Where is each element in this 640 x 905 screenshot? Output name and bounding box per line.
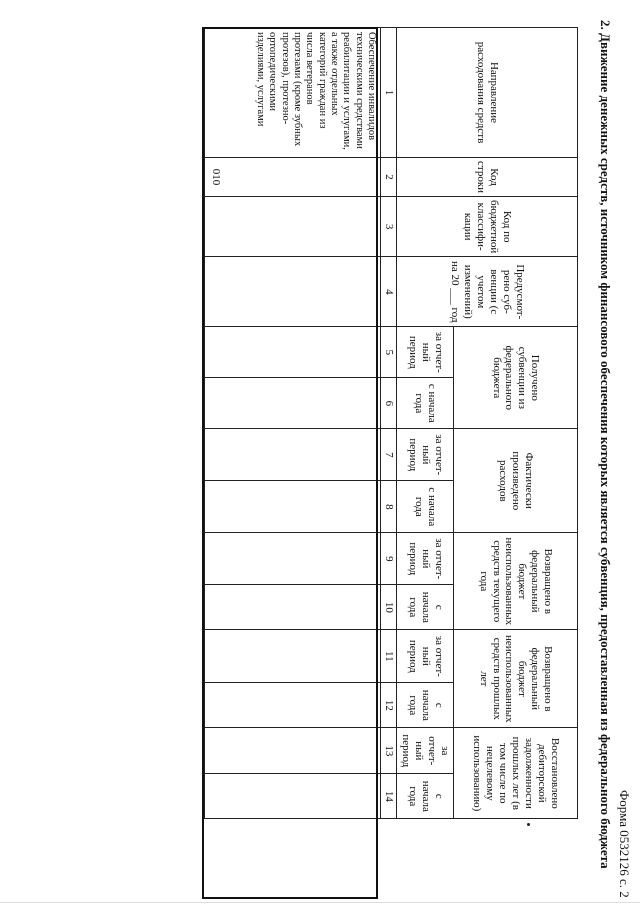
column-number: 6: [381, 378, 397, 429]
row-description: Обеспечение инвалидов техническими средствами реабилитации и услугами, а также отдельных категорий граждан из числа ветеранов протезами (кроме зубных протезов), протезно-ортопедическими изделиями, услугами: [205, 28, 381, 158]
subheader-year-start: с начала года: [397, 774, 454, 819]
subheader-year-start: с начала года: [397, 683, 454, 728]
subheader-period: за отчет-ный период: [397, 728, 454, 774]
header-direction: Направление расходования средств: [397, 28, 578, 158]
subheader-period: за отчет-ный период: [397, 327, 454, 378]
highlight-frame: [202, 27, 378, 899]
column-number: 8: [381, 481, 397, 533]
form-label: Форма 0532126 с. 2: [617, 790, 632, 898]
subheader-period: за отчет-ный период: [397, 630, 454, 683]
header-returned-current: Возвращено в федеральный бюджет неиспользованных средств текущего года: [454, 533, 578, 630]
column-number: 13: [381, 728, 397, 774]
header-planned: [397, 257, 578, 327]
column-number: 4: [381, 257, 397, 327]
column-number: 9: [381, 533, 397, 585]
column-number: 5: [381, 327, 397, 378]
scan-speck: [527, 823, 530, 826]
subheader-year-start: с начала года: [397, 378, 454, 429]
header-planned-text: Предусмот-рено суб-венции (с учетом изменений): [462, 264, 526, 320]
column-number: 7: [381, 429, 397, 481]
subheader-period: за отчет-ный период: [397, 533, 454, 585]
column-number: 3: [381, 197, 397, 257]
column-number: 2: [381, 158, 397, 197]
column-number-row: [381, 28, 397, 819]
header-returned-past: Возвращено в федеральный бюджет неиспользованных средств прошлых лет: [454, 630, 578, 728]
scan-edge: [0, 902, 640, 903]
header-row: [454, 28, 578, 819]
column-number: 10: [381, 585, 397, 630]
row-code: 010: [205, 158, 381, 197]
column-number: 14: [381, 774, 397, 819]
subheader-year-start: с начала года: [397, 585, 454, 630]
header-planned-year: на 20 ___ год: [449, 261, 462, 323]
column-number: 11: [381, 630, 397, 683]
header-line-code: Код строки: [397, 158, 578, 197]
column-number: 12: [381, 683, 397, 728]
subheader-year-start: с начала года: [397, 481, 454, 533]
header-received: Получено субвенции из федерального бюджета: [454, 327, 578, 429]
subheader-period: за отчет-ный период: [397, 429, 454, 481]
column-number: 1: [381, 28, 397, 158]
header-budget-code: Код по бюджетной классифи-кации: [397, 197, 578, 257]
header-restored: Восстановлено дебиторской задолженности прошлых лет (в том числе по нецелевому использованию): [454, 728, 578, 819]
section-title: 2. Движение денежных средств, источником финансового обеспечения которых является субвенция, предоставленная из федерального бюджета: [598, 20, 613, 869]
header-spent: Фактически произведено расходов: [454, 429, 578, 533]
